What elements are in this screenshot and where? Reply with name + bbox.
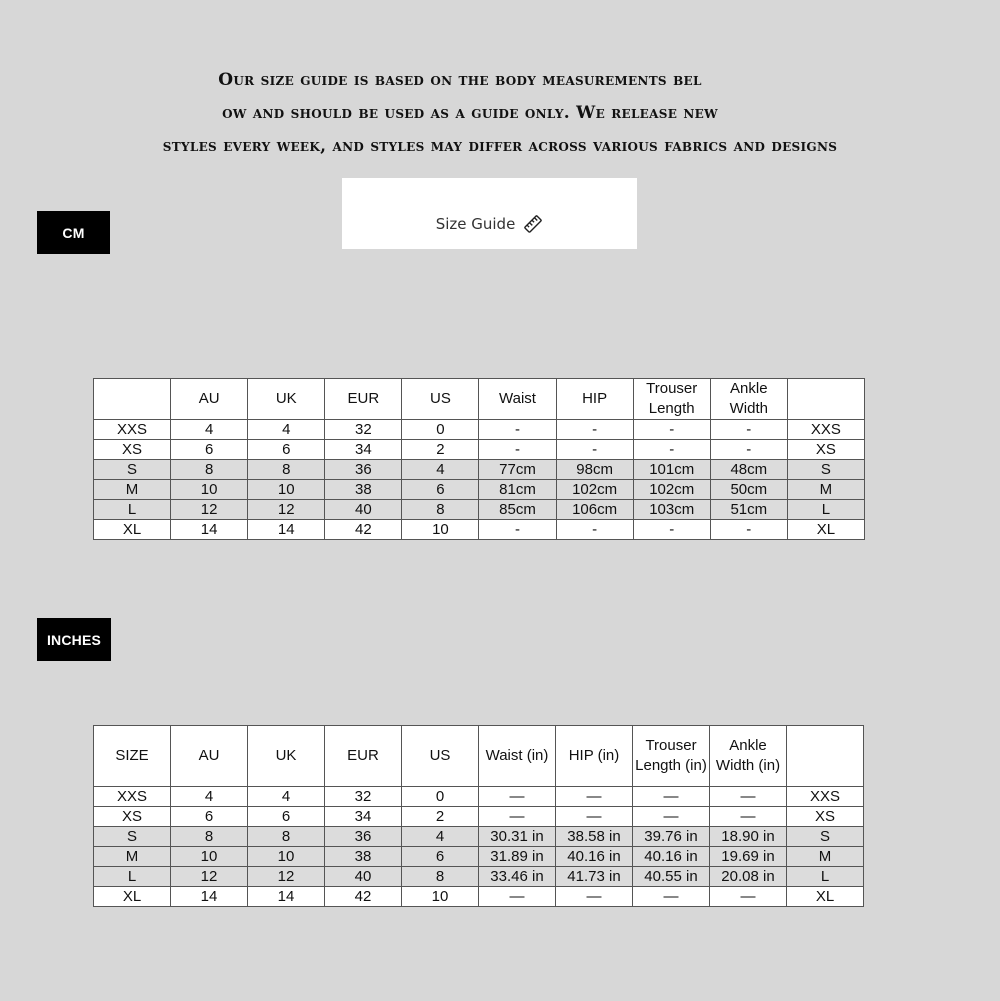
table-cell: — bbox=[710, 807, 787, 827]
table-cell: XXS bbox=[94, 787, 171, 807]
table-cell: 4 bbox=[248, 787, 325, 807]
table-cell: XS bbox=[787, 807, 864, 827]
inches-badge: INCHES bbox=[37, 618, 111, 661]
table-cell: - bbox=[633, 420, 710, 440]
column-header: HIP (in) bbox=[556, 726, 633, 787]
table-cell: 6 bbox=[402, 480, 479, 500]
table-cell: 42 bbox=[325, 887, 402, 907]
column-header: AU bbox=[171, 726, 248, 787]
cm-badge: CM bbox=[37, 211, 110, 254]
table-cell: S bbox=[787, 827, 864, 847]
table-cell: 38.58 in bbox=[556, 827, 633, 847]
table-row bbox=[94, 500, 865, 520]
table-cell: 10 bbox=[248, 480, 325, 500]
table-cell: 106cm bbox=[556, 500, 633, 520]
table-cell: — bbox=[556, 807, 633, 827]
table-cell: 4 bbox=[248, 420, 325, 440]
table-cell: - bbox=[633, 440, 710, 460]
table-cell: 4 bbox=[171, 420, 248, 440]
table-cell: XS bbox=[94, 807, 171, 827]
column-header: UK bbox=[248, 379, 325, 420]
table-cell: — bbox=[479, 887, 556, 907]
table-cell: - bbox=[556, 420, 633, 440]
column-header bbox=[787, 726, 864, 787]
table-cell: — bbox=[479, 787, 556, 807]
column-header: Trouser Length bbox=[633, 379, 710, 420]
column-header: EUR bbox=[325, 726, 402, 787]
table-cell: XL bbox=[787, 887, 864, 907]
table-cell: 101cm bbox=[633, 460, 710, 480]
column-header: US bbox=[402, 726, 479, 787]
table-cell: M bbox=[94, 480, 171, 500]
table-cell: — bbox=[710, 887, 787, 907]
table-cell: 4 bbox=[171, 787, 248, 807]
table-cell: 10 bbox=[171, 847, 248, 867]
table-row bbox=[94, 480, 865, 500]
column-header: US bbox=[402, 379, 479, 420]
table-cell: 2 bbox=[402, 807, 479, 827]
table-cell: 32 bbox=[325, 787, 402, 807]
table-cell: — bbox=[633, 887, 710, 907]
table-cell: M bbox=[94, 847, 171, 867]
table-cell: 42 bbox=[325, 520, 402, 540]
table-cell: 38 bbox=[325, 480, 402, 500]
column-header: Ankle Width (in) bbox=[710, 726, 787, 787]
table-cell: S bbox=[94, 460, 171, 480]
table-cell: 40.55 in bbox=[633, 867, 710, 887]
table-cell: 40 bbox=[325, 867, 402, 887]
table-cell: XL bbox=[787, 520, 864, 540]
table-cell: L bbox=[94, 867, 171, 887]
table-cell: 4 bbox=[402, 827, 479, 847]
table-cell: M bbox=[787, 847, 864, 867]
table-cell: 85cm bbox=[479, 500, 556, 520]
table-cell: 10 bbox=[171, 480, 248, 500]
table-cell: 2 bbox=[402, 440, 479, 460]
table-cell: 50cm bbox=[710, 480, 787, 500]
inches-size-table bbox=[93, 725, 864, 907]
column-header: Waist (in) bbox=[479, 726, 556, 787]
table-cell: - bbox=[479, 420, 556, 440]
intro-line-3: styles every week, and styles may differ across various fabrics and designs bbox=[162, 136, 838, 156]
table-cell: 20.08 in bbox=[710, 867, 787, 887]
cm-size-table bbox=[93, 378, 865, 540]
table-row bbox=[94, 787, 864, 807]
table-cell: — bbox=[710, 787, 787, 807]
table-cell: 4 bbox=[402, 460, 479, 480]
table-cell: XL bbox=[94, 520, 171, 540]
column-header bbox=[787, 379, 864, 420]
table-cell: 8 bbox=[248, 460, 325, 480]
table-cell: 41.73 in bbox=[556, 867, 633, 887]
table-cell: S bbox=[94, 827, 171, 847]
table-cell: 33.46 in bbox=[479, 867, 556, 887]
intro-line-1: Our size guide is based on the body measurements bel bbox=[218, 70, 702, 90]
table-cell: 12 bbox=[248, 500, 325, 520]
table-cell: 18.90 in bbox=[710, 827, 787, 847]
table-cell: 6 bbox=[248, 807, 325, 827]
table-cell: 32 bbox=[325, 420, 402, 440]
column-header: UK bbox=[248, 726, 325, 787]
table-cell: - bbox=[479, 440, 556, 460]
table-cell: 10 bbox=[402, 520, 479, 540]
size-guide-label: Size Guide bbox=[435, 214, 516, 233]
table-row bbox=[94, 867, 864, 887]
table-cell: 40.16 in bbox=[633, 847, 710, 867]
intro-line-2: ow and should be used as a guide only. We release new bbox=[222, 103, 718, 123]
table-cell: 8 bbox=[171, 827, 248, 847]
table-cell: 34 bbox=[325, 440, 402, 460]
table-cell: 12 bbox=[248, 867, 325, 887]
table-cell: 14 bbox=[171, 887, 248, 907]
column-header: Ankle Width bbox=[710, 379, 787, 420]
header-row bbox=[94, 379, 865, 420]
table-cell: XS bbox=[787, 440, 864, 460]
table-cell: XXS bbox=[787, 787, 864, 807]
table-cell: 36 bbox=[325, 460, 402, 480]
table-cell: M bbox=[787, 480, 864, 500]
table-cell: L bbox=[787, 500, 864, 520]
table-cell: - bbox=[710, 520, 787, 540]
table-row bbox=[94, 887, 864, 907]
column-header: EUR bbox=[325, 379, 402, 420]
table-cell: XS bbox=[94, 440, 171, 460]
table-cell: 102cm bbox=[556, 480, 633, 500]
table-cell: 12 bbox=[171, 867, 248, 887]
column-header bbox=[94, 379, 171, 420]
table-row bbox=[94, 807, 864, 827]
table-cell: 40 bbox=[325, 500, 402, 520]
table-cell: 10 bbox=[402, 887, 479, 907]
table-cell: — bbox=[633, 807, 710, 827]
table-cell: - bbox=[556, 520, 633, 540]
table-cell: 6 bbox=[171, 807, 248, 827]
table-cell: 8 bbox=[402, 500, 479, 520]
table-cell: 14 bbox=[171, 520, 248, 540]
table-cell: 12 bbox=[171, 500, 248, 520]
table-cell: 103cm bbox=[633, 500, 710, 520]
size-guide-button[interactable] bbox=[342, 178, 637, 249]
column-header: HIP bbox=[556, 379, 633, 420]
table-cell: L bbox=[787, 867, 864, 887]
table-cell: 34 bbox=[325, 807, 402, 827]
table-cell: 6 bbox=[248, 440, 325, 460]
table-cell: 14 bbox=[248, 887, 325, 907]
table-cell: 98cm bbox=[556, 460, 633, 480]
table-cell: 102cm bbox=[633, 480, 710, 500]
table-cell: - bbox=[556, 440, 633, 460]
table-cell: 6 bbox=[171, 440, 248, 460]
column-header: SIZE bbox=[94, 726, 171, 787]
column-header: AU bbox=[171, 379, 248, 420]
table-cell: — bbox=[633, 787, 710, 807]
table-cell: 36 bbox=[325, 827, 402, 847]
table-cell: 77cm bbox=[479, 460, 556, 480]
table-row bbox=[94, 440, 865, 460]
table-cell: 40.16 in bbox=[556, 847, 633, 867]
table-cell: 19.69 in bbox=[710, 847, 787, 867]
table-cell: 8 bbox=[402, 867, 479, 887]
table-cell: - bbox=[633, 520, 710, 540]
table-cell: 30.31 in bbox=[479, 827, 556, 847]
table-cell: 10 bbox=[248, 847, 325, 867]
table-row bbox=[94, 420, 865, 440]
ruler-icon bbox=[523, 214, 543, 234]
table-row bbox=[94, 847, 864, 867]
header-row bbox=[94, 726, 864, 787]
table-cell: 81cm bbox=[479, 480, 556, 500]
table-cell: 8 bbox=[248, 827, 325, 847]
table-cell: 14 bbox=[248, 520, 325, 540]
table-cell: XXS bbox=[787, 420, 864, 440]
table-cell: 0 bbox=[402, 420, 479, 440]
table-cell: XL bbox=[94, 887, 171, 907]
table-row bbox=[94, 460, 865, 480]
table-cell: — bbox=[556, 887, 633, 907]
table-cell: — bbox=[479, 807, 556, 827]
table-row bbox=[94, 827, 864, 847]
column-header: Trouser Length (in) bbox=[633, 726, 710, 787]
table-cell: XXS bbox=[94, 420, 171, 440]
table-cell: 51cm bbox=[710, 500, 787, 520]
table-cell: — bbox=[556, 787, 633, 807]
table-cell: - bbox=[710, 440, 787, 460]
table-cell: L bbox=[94, 500, 171, 520]
table-cell: S bbox=[787, 460, 864, 480]
table-cell: 39.76 in bbox=[633, 827, 710, 847]
table-cell: - bbox=[479, 520, 556, 540]
table-cell: 0 bbox=[402, 787, 479, 807]
table-cell: 8 bbox=[171, 460, 248, 480]
table-cell: 38 bbox=[325, 847, 402, 867]
table-cell: 48cm bbox=[710, 460, 787, 480]
table-cell: - bbox=[710, 420, 787, 440]
column-header: Waist bbox=[479, 379, 556, 420]
table-row bbox=[94, 520, 865, 540]
table-cell: 6 bbox=[402, 847, 479, 867]
table-cell: 31.89 in bbox=[479, 847, 556, 867]
